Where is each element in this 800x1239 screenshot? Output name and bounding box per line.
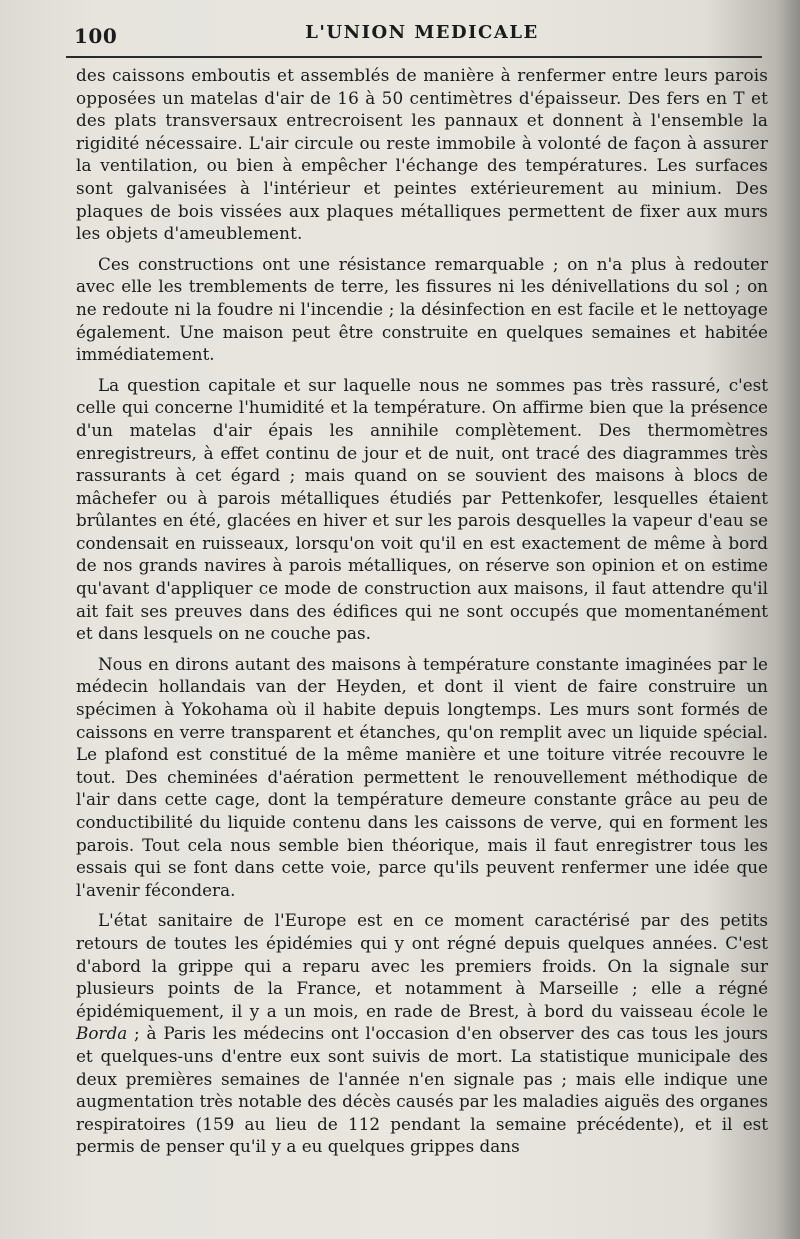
paragraph-resistance: Ces constructions ont une résistance remarquable ; on n'a plus à redouter avec elle les tremblements de terre, les fissures ni les dénivellations du sol ; on ne redoute ni la foudre ni l'incendie ; la désinfection en est facile et le nettoyage également. Une maison peut être construite en quelques semaines et habitée immédiatement. — [76, 253, 768, 365]
ship-name-borda: Borda — [76, 1023, 128, 1044]
page-number: 100 — [74, 24, 118, 48]
paragraph-van-der-heyden: Nous en dirons autant des maisons à température constante imaginées par le médecin hollandais van der Heyden, et dont il vient de faire construire un spécimen à Yokohama où il habite depuis longtemps. Les murs sont formés de caissons en verre transparent et étanches, qu'on remplit avec un liquide spécial. Le plafond est constitué de la même manière et une toiture vitrée recouvre le tout. Des cheminées d'aération permettent le renouvellement méthodique de l'air dans cette cage, dont la température demeure constante grâce au peu de conductibilité du liquide contenu dans les caissons de verve, qui en forment les parois. Tout cela nous semble bien théorique, mais il faut enregistrer tous les essais qui se font dans cette voie, parce qu'ils peuvent renfermer une idée que l'avenir fécondera. — [76, 653, 768, 900]
running-title: L'UNION MEDICALE — [305, 22, 539, 43]
paragraph-etat-sanitaire-end: ; à Paris les médecins ont l'occasion d'en observer des cas tous les jours et quelques-uns d'entre eux sont suivis de mort. La statistique municipale des deux premières semaines de l'année n'en signale pas ; mais elle indique une augmentation très notable des décès causés par les maladies aiguës des organes respiratoires (159 au lieu de 112 pendant la semaine précédente), et il est permis de penser qu'il y a eu quelques grippes dans — [76, 1023, 768, 1157]
header-rule — [66, 56, 762, 58]
paragraph-caissons: des caissons emboutis et assemblés de manière à renfermer entre leurs parois opposées un matelas d'air de 16 à 50 centimètres d'épaisseur. Des fers en T et des plats transversaux entrecroisent les pannaux et donnent à l'ensemble la rigidité nécessaire. L'air circule ou reste immobile à volonté de façon à assurer la ventilation, ou bien à empêcher l'échange des températures. Les surfaces sont galvanisées à l'intérieur et peintes extérieurement au minium. Des plaques de bois vissées aux plaques métalliques permettent de fixer aux murs les objets d'ameublement. — [76, 65, 768, 244]
paragraph-etat-sanitaire — [76, 909, 768, 1158]
paragraph-humidite: La question capitale et sur laquelle nous ne sommes pas très rassuré, c'est celle qui concerne l'humidité et la température. On affirme bien que la présence d'un matelas d'air épais les annihile complètement. Des thermomètres enregistreurs, à effet continu de jour et de nuit, ont tracé des diagrammes très rassurants à cet égard ; mais quand on se souvient des maisons à blocs de mâchefer ou à parois métalliques étudiés par Pettenkofer, lesquelles étaient brûlantes en été, glacées en hiver et sur les parois desquelles la vapeur d'eau se condensait en ruisseaux, lorsqu'on voit qu'il en est exactement de même à bord de nos grands navires à parois métalliques, on réserve son opinion et on estime qu'avant d'appliquer ce mode de construction aux maisons, il faut attendre qu'il ait fait ses preuves dans des édifices qui ne sont occupés que momentanément et dans lesquels on ne couche pas. — [76, 374, 768, 644]
article-body — [76, 64, 768, 1158]
page-header — [74, 22, 770, 52]
paragraph-etat-sanitaire-start: L'état sanitaire de l'Europe est en ce moment caractérisé par des petits retours de toutes les épidémies qui y ont régné depuis quelques années. C'est d'abord la grippe qui a reparu avec les premiers froids. On la signale sur plusieurs points de la France, et notamment à Marseille ; elle a régné épidémiquement, il y a un mois, en rade de Brest, à bord du vaisseau école le — [76, 910, 768, 1021]
